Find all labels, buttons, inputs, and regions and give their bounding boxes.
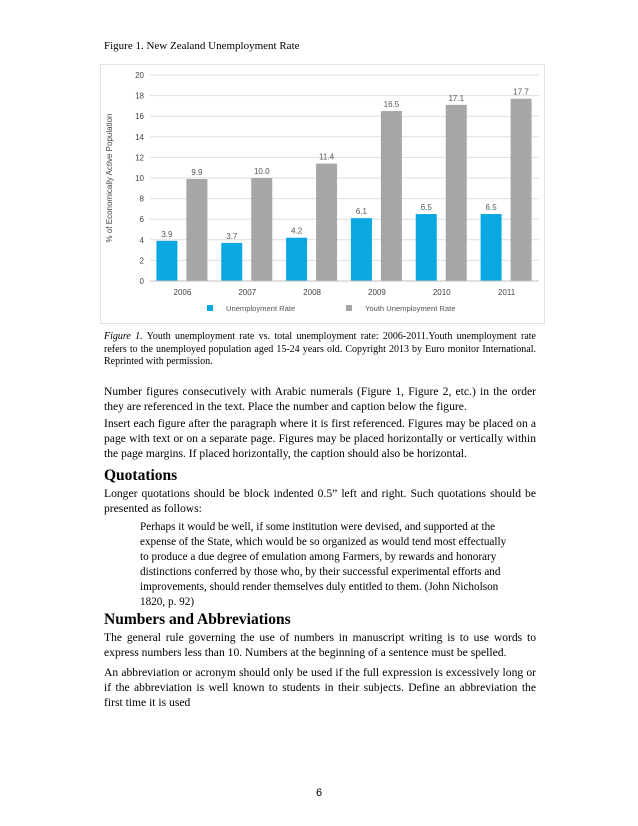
bar-youth <box>316 164 337 281</box>
y-tick-label: 20 <box>135 71 144 80</box>
y-tick-label: 2 <box>139 256 144 266</box>
y-axis-label: % of Economically Active Population <box>105 113 114 243</box>
paragraph-numbers: The general rule governing the use of numbers in manuscript writing is to use words to express numbers less than 10. Numbers at the beginning of a sentence must be spelled. <box>104 631 536 659</box>
figure-caption <box>104 331 536 369</box>
chart-svg <box>100 64 545 324</box>
legend-swatch <box>346 305 352 311</box>
data-label: 6.1 <box>355 207 367 217</box>
figure-title: Figure 1. New Zealand Unemployment Rate <box>104 40 300 52</box>
bar-unemployment <box>416 214 437 281</box>
heading-numbers-abbreviations: Numbers and Abbreviations <box>104 611 291 628</box>
y-tick-label: 16 <box>135 112 144 122</box>
heading-quotations: Quotations <box>104 467 178 484</box>
paragraph-quotations: Longer quotations should be block indented 0.5” left and right. Such quotations should be presented as follows: <box>104 487 536 515</box>
y-tick-label: 10 <box>135 174 144 183</box>
y-tick-label: 6 <box>139 215 144 225</box>
bar-unemployment <box>351 218 372 281</box>
page-number: 6 <box>315 787 323 799</box>
y-tick-label: 12 <box>135 153 144 163</box>
legend-label: Youth Unemployment Rate <box>365 304 456 313</box>
unemployment-chart <box>100 64 545 324</box>
bar-youth <box>446 105 467 281</box>
data-label: 11.4 <box>319 152 335 162</box>
x-tick-label: 2008 <box>303 288 321 297</box>
data-label: 4.2 <box>291 226 303 236</box>
bar-unemployment <box>156 241 177 281</box>
x-tick-label: 2011 <box>497 288 516 297</box>
y-tick-label: 14 <box>135 132 144 142</box>
paragraph-abbreviations: An abbreviation or acronym should only be used if the full expression is excessively long or if the abbreviation is well known to students in their subjects. Define an abbreviation the first time it is used <box>104 666 536 709</box>
data-label: 3.9 <box>161 229 173 239</box>
caption-text: Youth unemployment rate vs. total unemployment rate: 2006-2011.Youth unemployment rate refers to the unemployed population aged 15-24 years old. Copyright 2013 by Euro monitor International. Reprinted with permission. <box>104 331 536 367</box>
bar-youth <box>511 99 532 281</box>
bar-unemployment <box>221 243 242 281</box>
paragraph-figure-numbering: Number figures consecutively with Arabic numerals (Figure 1, Figure 2, etc.) in the order they are referenced in the text. Place the number and caption below the figure. <box>104 385 536 413</box>
data-label: 10.0 <box>253 167 270 176</box>
bar-youth <box>381 111 402 281</box>
y-tick-label: 4 <box>139 235 144 245</box>
caption-lead: Figure 1. <box>104 331 143 342</box>
data-label: 16.5 <box>383 100 400 110</box>
y-tick-label: 0 <box>139 277 144 286</box>
block-quote: Perhaps it would be well, if some institution were devised, and supported at the expense of the State, which would be so organized as would tend most effectually to produce a due degree of emulation among Farmers, by rewards and honorary distinctions conferred by those who, by their successful experimental efforts and improvements, should render themselves duly entitled to them. (John Nicholson 1820, p. 92) <box>140 521 507 608</box>
bar-unemployment <box>286 238 307 281</box>
bar-youth <box>186 179 207 281</box>
y-tick-label: 18 <box>135 91 144 101</box>
data-label: 17.7 <box>513 87 529 97</box>
y-tick-label: 8 <box>139 194 144 204</box>
x-tick-label: 2009 <box>368 288 386 297</box>
data-label: 6.5 <box>485 203 497 213</box>
bar-unemployment <box>481 214 502 281</box>
bar-youth <box>251 178 272 281</box>
legend-label: Unemployment Rate <box>226 304 296 313</box>
data-label: 3.7 <box>226 231 238 241</box>
data-label: 9.9 <box>191 168 203 178</box>
legend-swatch <box>207 305 213 311</box>
data-label: 17.1 <box>448 93 465 103</box>
paragraph-figure-placement: Insert each figure after the paragraph where it is first referenced. Figures may be placed on a page with text or on a separate page. Figures may be placed horizontally or vertically within the page margins. If placed horizontally, the caption should also be horizontal. <box>104 417 536 460</box>
x-tick-label: 2006 <box>173 288 192 297</box>
x-tick-label: 2007 <box>238 288 257 297</box>
x-tick-label: 2010 <box>432 288 451 297</box>
data-label: 6.5 <box>420 203 432 213</box>
